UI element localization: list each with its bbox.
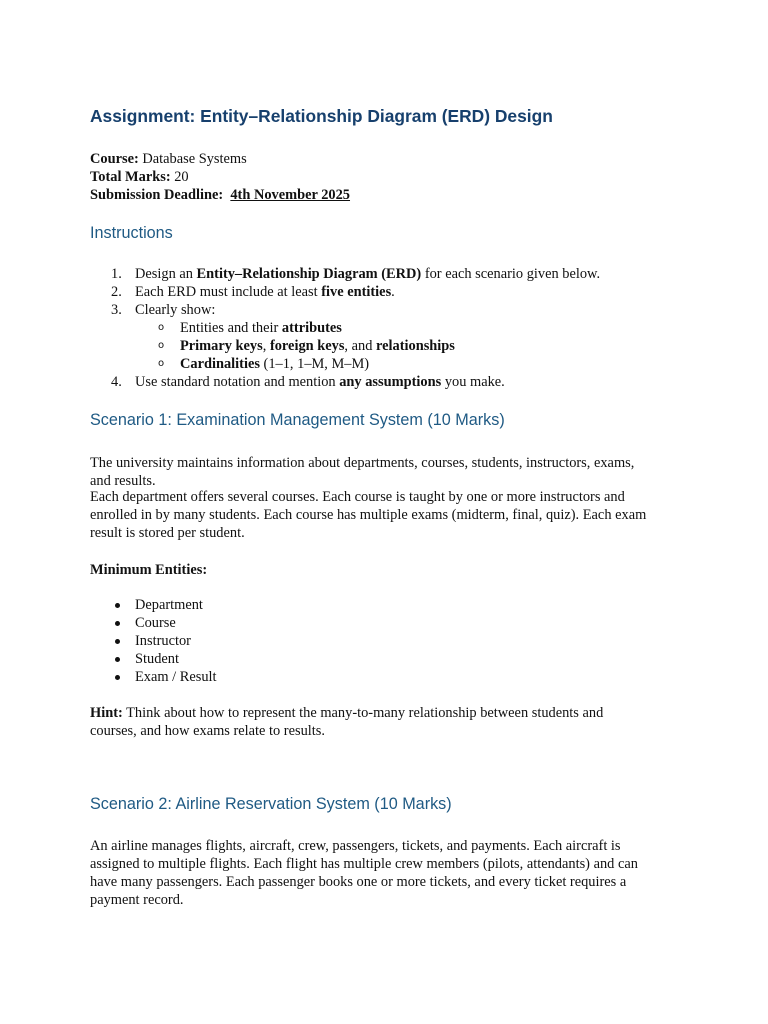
instruction-item: [90, 283, 600, 301]
paragraph-line: An airline manages flights, aircraft, crew, passengers, tickets, and payments. Each aircraft is: [90, 838, 621, 854]
sublist-item: [135, 337, 600, 355]
list-number: 1.: [111, 266, 122, 282]
scenario-1-intro: [90, 454, 680, 490]
sub-bullet: o: [158, 322, 165, 333]
instruction-text: Use standard notation and mention: [135, 374, 340, 390]
assignment-meta: [90, 150, 350, 204]
assignment-title: Assignment: Entity–Relationship Diagram (ERD) Design: [90, 106, 553, 126]
course-label: Course:: [90, 151, 139, 167]
paragraph-line: and results.: [90, 473, 156, 489]
sublist-text: , and: [344, 338, 376, 354]
list-number: 4.: [111, 374, 122, 390]
sub-bullet: o: [158, 340, 165, 351]
paragraph-line: [90, 704, 680, 722]
total-marks-label: Total Marks:: [90, 169, 171, 185]
hint-paragraph: [90, 704, 680, 740]
hint-label: Hint:: [90, 705, 123, 721]
entity-item: [90, 596, 217, 614]
sublist-text: Entities and their: [180, 320, 282, 336]
entity-name: Instructor: [135, 633, 191, 649]
paragraph-line: courses, and how exams relate to results.: [90, 723, 325, 739]
paragraph-line: The university maintains information about departments, courses, students, instructors, exams,: [90, 455, 635, 471]
entity-name: Exam / Result: [135, 669, 217, 685]
sublist-bold: attributes: [281, 320, 342, 336]
sublist-text: (1–1, 1–M, M–M): [259, 356, 370, 372]
bullet-dot: [115, 675, 120, 680]
bullet-dot: [115, 639, 120, 644]
scenario-2-heading: Scenario 2: Airline Reservation System (10 Marks): [90, 795, 452, 813]
entity-name: Student: [135, 651, 179, 667]
instruction-text: Clearly show:: [135, 302, 216, 318]
instruction-sublist: [135, 319, 600, 373]
bullet-dot: [115, 657, 120, 662]
instructions-heading: Instructions: [90, 224, 173, 242]
deadline-line: [90, 186, 350, 204]
instruction-item: [90, 265, 600, 283]
sublist-bold: relationships: [376, 338, 455, 354]
entities-list: [90, 596, 217, 686]
paragraph-line: result is stored per student.: [90, 525, 245, 541]
list-number: 2.: [111, 284, 122, 300]
entity-name: Department: [135, 597, 203, 613]
instruction-item: [90, 301, 600, 373]
sublist-bold: Primary keys: [180, 338, 263, 354]
entity-item: [90, 614, 217, 632]
instructions-list: [90, 265, 600, 391]
hint-text: Think about how to represent the many-to-many relationship between students and: [122, 705, 604, 721]
course-line: [90, 150, 350, 168]
instruction-text: for each scenario given below.: [421, 266, 601, 282]
sub-bullet: o: [158, 358, 165, 369]
deadline-value: 4th November 2025: [230, 187, 351, 203]
scenario-1-details: [90, 488, 680, 542]
instruction-text: Design an: [135, 266, 197, 282]
instruction-text: you make.: [441, 374, 505, 390]
instruction-text: Each ERD must include at least: [135, 284, 322, 300]
total-marks-value: 20: [170, 169, 189, 185]
list-number: 3.: [111, 302, 122, 318]
deadline-label: Submission Deadline:: [90, 187, 224, 203]
instruction-bold: five entities: [321, 284, 392, 300]
sublist-item: [135, 355, 600, 373]
scenario-2-description: [90, 837, 680, 909]
entity-item: [90, 650, 217, 668]
sublist-item: [135, 319, 600, 337]
entity-item: [90, 632, 217, 650]
total-marks-line: [90, 168, 350, 186]
instruction-bold: Entity–Relationship Diagram (ERD): [196, 266, 422, 282]
bullet-dot: [115, 621, 120, 626]
instruction-bold: any assumptions: [339, 374, 442, 390]
sublist-bold: Cardinalities: [180, 356, 260, 372]
course-value: Database Systems: [138, 151, 247, 167]
bullet-dot: [115, 603, 120, 608]
paragraph-line: assigned to multiple flights. Each flight has multiple crew members (pilots, attendants) and can: [90, 856, 638, 872]
entity-item: [90, 668, 217, 686]
sublist-bold: foreign keys: [269, 338, 345, 354]
paragraph-line: enrolled in by many students. Each course has multiple exams (midterm, final, quiz). Each exam: [90, 507, 647, 523]
sublist-text: ,: [262, 338, 270, 354]
paragraph-line: Each department offers several courses. Each course is taught by one or more instructors and: [90, 489, 625, 505]
paragraph-line: payment record.: [90, 892, 184, 908]
paragraph-line: have many passengers. Each passenger books one or more tickets, and every ticket requires a: [90, 874, 627, 890]
entity-name: Course: [135, 615, 176, 631]
minimum-entities-label: Minimum Entities:: [90, 562, 208, 578]
instruction-item: [90, 373, 600, 391]
instruction-text: .: [391, 284, 395, 300]
scenario-1-heading: Scenario 1: Examination Management System (10 Marks): [90, 411, 505, 429]
